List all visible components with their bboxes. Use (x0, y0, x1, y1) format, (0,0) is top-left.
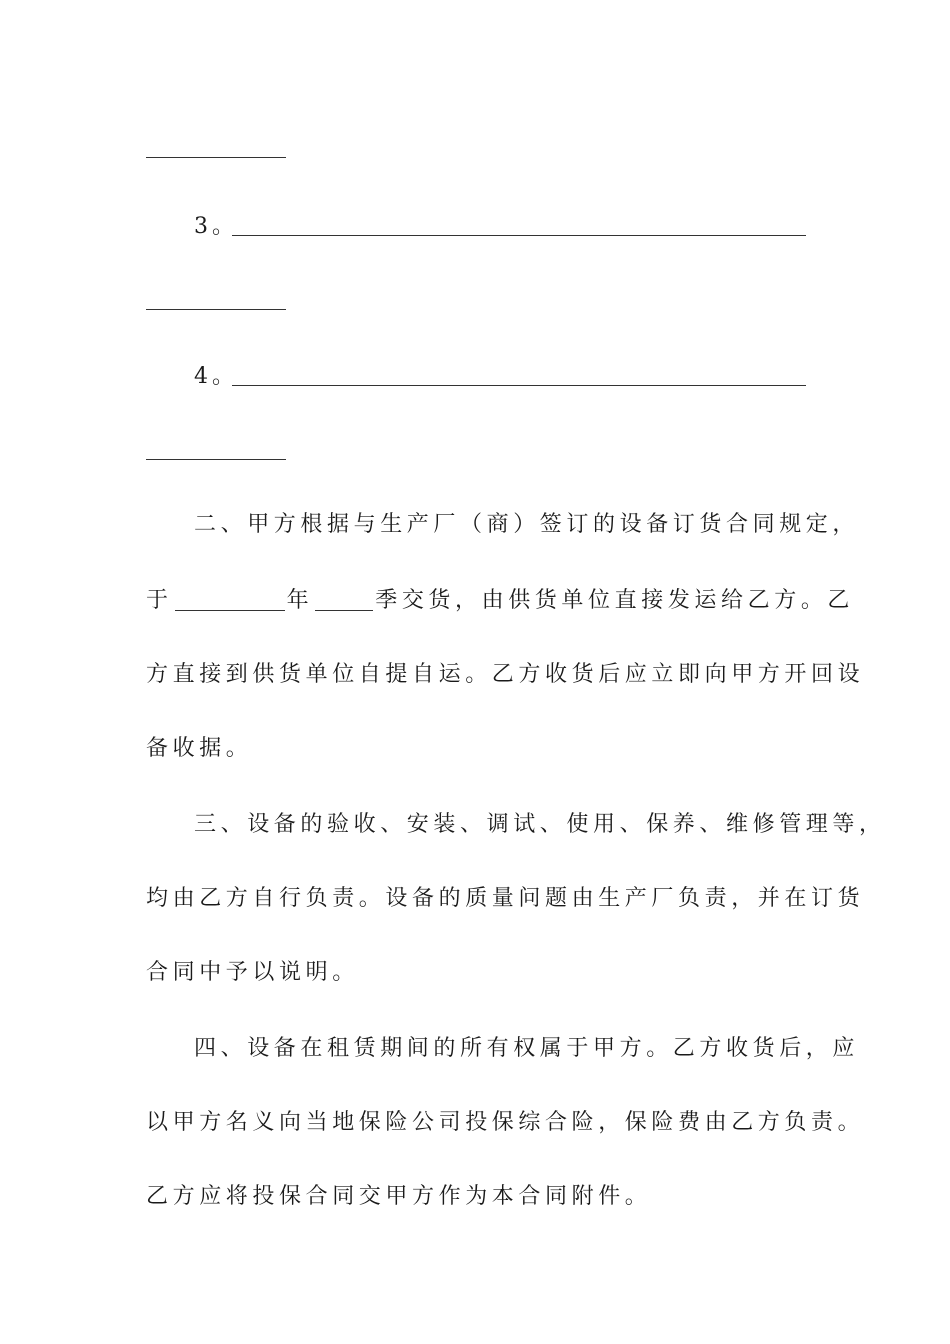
section-two-line-1: 二、甲方根据与生产厂（商）签订的设备订货合同规定， (194, 512, 860, 537)
blank-line-continuation (146, 157, 286, 158)
section-two-text-c: 季交货，由供货单位直接发运给乙方。乙 (375, 588, 855, 613)
season-blank (315, 588, 373, 611)
section-two-text-b: 年 (286, 588, 314, 613)
blank-line-item-3 (232, 235, 806, 236)
section-two-text-a: 于 (146, 588, 173, 613)
item-number-4: 4。 (194, 364, 238, 389)
blank-line-item-3-continuation (146, 309, 286, 310)
section-three-line-1: 三、设备的验收、安装、调试、使用、保养、维修管理等， (194, 812, 886, 837)
year-blank (175, 588, 285, 611)
item-number-3: 3。 (194, 214, 238, 239)
section-two-line-2 (146, 586, 854, 616)
section-four-line-3: 乙方应将投保合同交甲方作为本合同附件。 (146, 1184, 652, 1209)
section-two-line-3: 方直接到供货单位自提自运。乙方收货后应立即向甲方开回设 (146, 662, 865, 687)
blank-line-item-4-continuation (146, 459, 286, 460)
blank-line-item-4 (232, 385, 806, 386)
section-three-line-3: 合同中予以说明。 (146, 960, 359, 985)
section-four-line-1: 四、设备在租赁期间的所有权属于甲方。乙方收货后，应 (194, 1036, 860, 1061)
section-three-line-2: 均由乙方自行负责。设备的质量问题由生产厂负责，并在订货 (146, 886, 865, 911)
section-two-line-4: 备收据。 (146, 736, 253, 761)
section-four-line-2: 以甲方名义向当地保险公司投保综合险，保险费由乙方负责。 (146, 1110, 865, 1135)
